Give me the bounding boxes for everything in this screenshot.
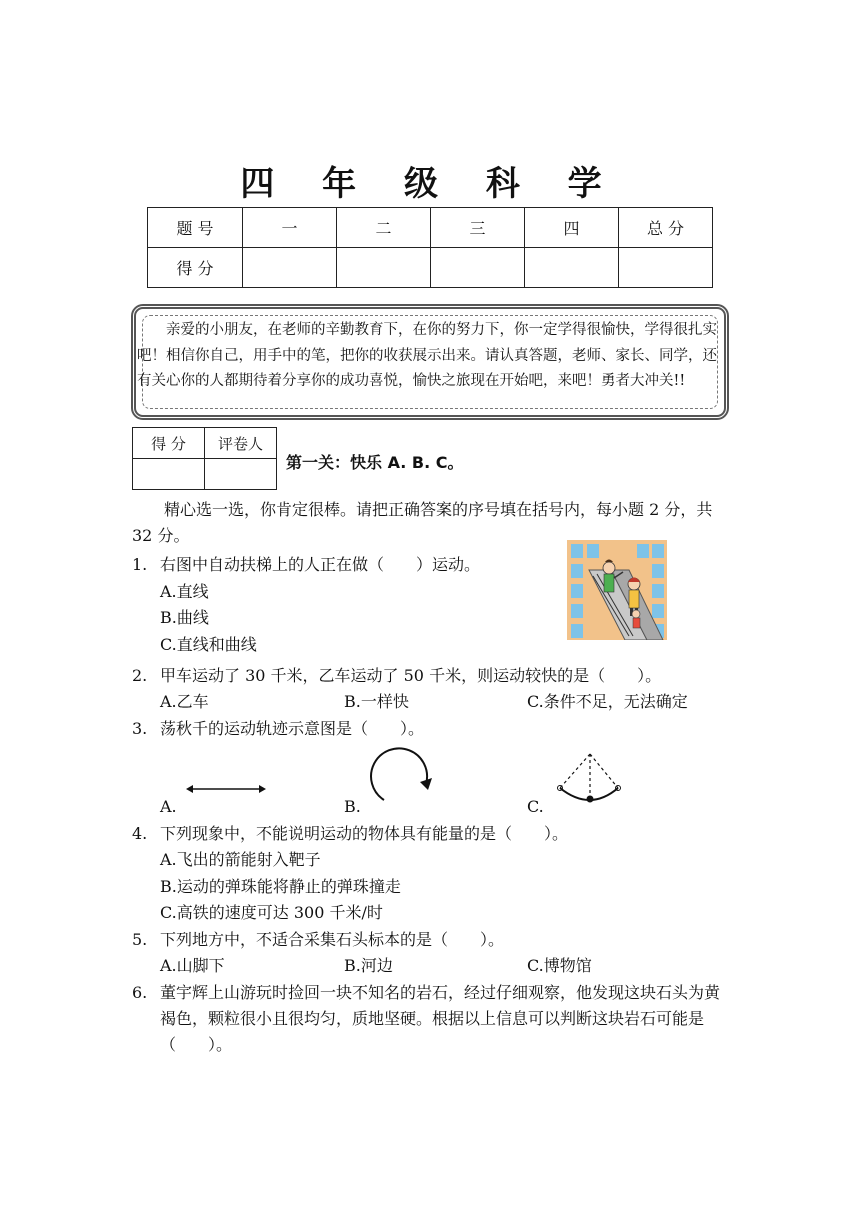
question-text: 右图中自动扶梯上的人正在做（ ）运动。 [160,555,481,574]
option-a: A.直线 [160,582,209,601]
table-row [148,208,713,248]
table-cell: 四 [525,208,619,248]
escalator-illustration [567,540,667,640]
option-b: B.运动的弹珠能将静止的弹珠撞走 [160,877,401,896]
straight-arrow-diagram [184,780,268,798]
table-cell: 评卷人 [205,428,277,459]
person-body [629,590,639,608]
score-input-cell[interactable] [525,248,619,288]
circle-arrow-diagram [366,744,438,810]
question-number: 5. [132,930,148,949]
question-number: 3. [132,719,148,738]
person-head [603,562,615,574]
grade-input-cell[interactable] [133,459,205,490]
option-b: B.一样快 [344,692,409,711]
question-number: 2. [132,666,148,685]
person-body [604,574,614,592]
option-c: C.高铁的速度可达 300 千米/时 [160,903,383,922]
table-cell: 题 号 [148,208,243,248]
page-title: 四 年 级 科 学 [240,164,620,204]
grader-input-cell[interactable] [205,459,277,490]
option-a: A.乙车 [160,692,209,711]
option-b: B. [344,797,361,816]
table-cell: 三 [431,208,525,248]
score-input-cell[interactable] [619,248,713,288]
question-text: 董宇辉上山游玩时捡回一块不知名的岩石，经过仔细观察，他发现这块石头为黄褐色，颗粒很小且很均匀，质地坚硬。根据以上信息可以判断这块岩石可能是（ ）。 [160,983,721,1054]
question-number: 6. [132,983,148,1002]
section-instructions: 精心选一选，你肯定很棒。请把正确答案的序号填在括号内，每小题 2 分，共 32 分。 [132,500,713,545]
option-c: C. [527,797,544,816]
score-input-cell[interactable] [337,248,431,288]
option-a: A.山脚下 [160,956,225,975]
child-head [632,610,640,618]
intro-text: 亲爱的小朋友，在老师的辛勤教育下，在你的努力下，你一定学得很愉快，学得很扎实吧！相信你自己，用手中的笔，把你的收获展示出来。请认真答题，老师、家长、同学，还有关心你的人都期待着分享你的成功喜悦，愉快之旅现在开始吧，来吧！勇者大冲关!! [137,322,717,389]
section-title: 第一关：快乐 A. B. C。 [286,453,464,472]
option-c: C.条件不足，无法确定 [527,692,688,711]
table-cell: 总 分 [619,208,713,248]
option-c: C.直线和曲线 [160,635,257,654]
pendulum-diagram [548,750,628,808]
table-cell: 得 分 [133,428,205,459]
option-b: B.河边 [344,956,393,975]
question-text: 甲车运动了 30 千米，乙车运动了 50 千米，则运动较快的是（ ）。 [160,666,662,685]
question-text: 下列地方中，不适合采集石头标本的是（ ）。 [160,930,505,949]
grade-table [132,427,277,490]
table-cell: 二 [337,208,431,248]
child-body [633,618,640,628]
table-row [148,248,713,288]
option-a: A. [160,797,177,816]
option-b: B.曲线 [160,608,209,627]
table-row [133,428,277,459]
question-number: 1. [132,555,148,574]
table-row [133,459,277,490]
score-table [147,207,713,288]
option-c: C.博物馆 [527,956,592,975]
question-text: 下列现象中，不能说明运动的物体具有能量的是（ ）。 [160,824,569,843]
table-cell: 得 分 [148,248,243,288]
question-number: 4. [132,824,148,843]
score-input-cell[interactable] [431,248,525,288]
score-input-cell[interactable] [243,248,337,288]
option-a: A.飞出的箭能射入靶子 [160,850,321,869]
table-cell: 一 [243,208,337,248]
question-text: 荡秋千的运动轨迹示意图是（ ）。 [160,719,425,738]
